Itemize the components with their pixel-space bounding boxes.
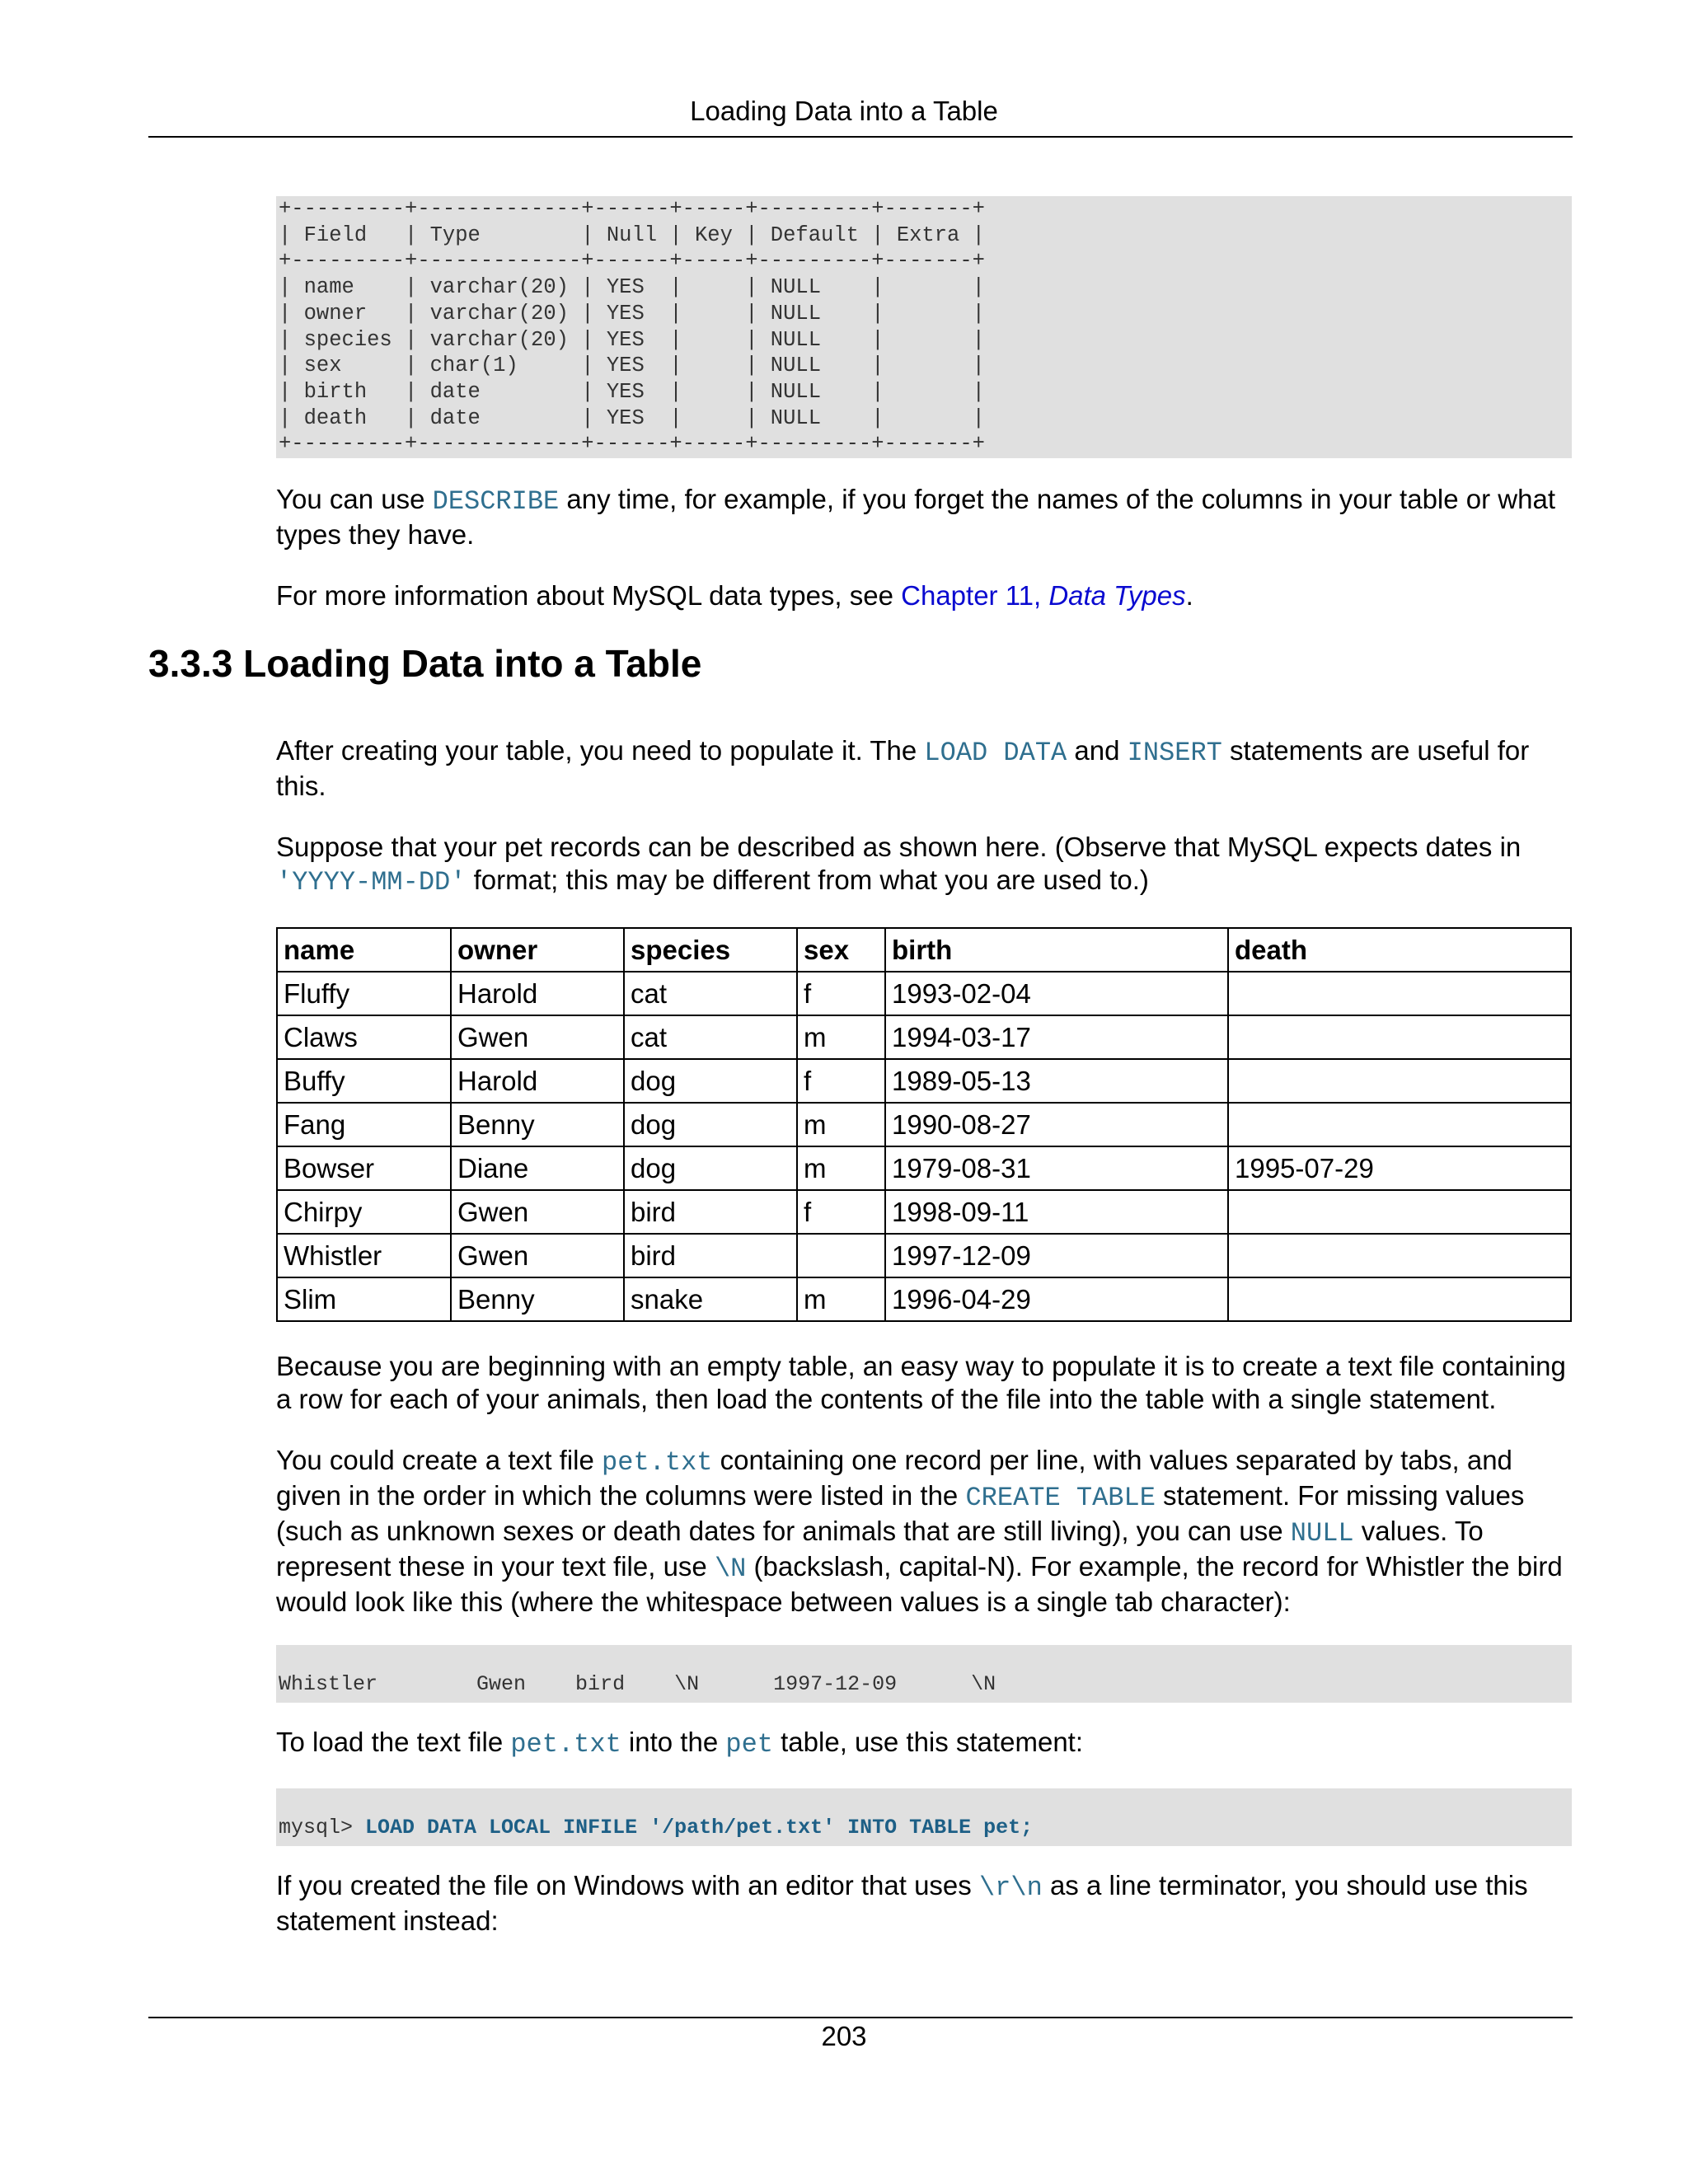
table-cell: bird	[624, 1190, 797, 1234]
load-data-statement-block	[276, 1788, 1572, 1846]
column-header: species	[624, 928, 797, 972]
table-cell: m	[797, 1103, 885, 1146]
running-header: Loading Data into a Table	[690, 96, 998, 126]
table-cell: Fang	[277, 1103, 451, 1146]
table-row	[277, 1146, 1571, 1190]
paragraph-load-file: To load the text file pet.txt into the pet table, use this statement:	[276, 1727, 1084, 1760]
pet-records-table	[276, 927, 1572, 1322]
table-row	[277, 1059, 1571, 1103]
table-cell: snake	[624, 1277, 797, 1321]
table-cell: Slim	[277, 1277, 451, 1321]
table-cell: cat	[624, 1015, 797, 1059]
table-cell: m	[797, 1277, 885, 1321]
inline-code-pet: pet	[725, 1729, 773, 1760]
table-cell: f	[797, 1059, 885, 1103]
inline-code-load-data: LOAD DATA	[924, 738, 1067, 768]
inline-code-null: NULL	[1290, 1518, 1354, 1549]
table-row	[277, 1234, 1571, 1277]
inline-code-date-format: 'YYYY-MM-DD'	[276, 867, 467, 898]
paragraph-describe: You can use DESCRIBE any time, for example, if you forget the names of the columns in your table or what types they have.	[276, 484, 1556, 550]
table-cell: m	[797, 1015, 885, 1059]
table-cell	[1228, 1015, 1571, 1059]
whistler-record-block: Whistler Gwen bird \N 1997-12-09 \N	[276, 1645, 1572, 1703]
inline-code-pet-txt: pet.txt	[510, 1729, 621, 1760]
table-cell: cat	[624, 972, 797, 1015]
table-cell: 1996-04-29	[885, 1277, 1228, 1321]
column-header: name	[277, 928, 451, 972]
mysql-prompt: mysql>	[279, 1816, 366, 1840]
paragraph-text-file: You could create a text file pet.txt containing one record per line, with values separated by tabs, and given in the order in which the columns were listed in the CREATE TABLE statement. For missing values (such as unknown sexes or death dates for animals that are still living), you can use NULL values. To represent these in your text file, use \N (backslash, capital-N). For example, the record for Whistler the bird would look like this (where the whitespace between values is a single tab character):	[276, 1445, 1563, 1617]
inline-code-backslash-n: \N	[714, 1554, 747, 1584]
table-cell: dog	[624, 1146, 797, 1190]
table-cell: 1979-08-31	[885, 1146, 1228, 1190]
table-cell	[1228, 972, 1571, 1015]
header-rule	[148, 136, 1573, 138]
table-row	[277, 1277, 1571, 1321]
table-cell	[1228, 1234, 1571, 1277]
column-header: owner	[451, 928, 624, 972]
table-cell: Bowser	[277, 1146, 451, 1190]
table-cell: Benny	[451, 1103, 624, 1146]
table-cell: 1990-08-27	[885, 1103, 1228, 1146]
column-header: sex	[797, 928, 885, 972]
inline-code-create-table: CREATE TABLE	[965, 1483, 1156, 1513]
table-cell	[1228, 1103, 1571, 1146]
table-cell: 1993-02-04	[885, 972, 1228, 1015]
paragraph-more-info: For more information about MySQL data types, see Chapter 11, Data Types.	[276, 580, 1193, 611]
table-cell: Whistler	[277, 1234, 451, 1277]
table-cell: Harold	[451, 972, 624, 1015]
table-cell: f	[797, 972, 885, 1015]
table-row	[277, 972, 1571, 1015]
table-cell: Gwen	[451, 1190, 624, 1234]
paragraph-empty-table: Because you are beginning with an empty table, an easy way to populate it is to create a text file containing a row for each of your animals, then load the contents of the file into the table with a single statement.	[276, 1351, 1566, 1414]
table-cell: 1994-03-17	[885, 1015, 1228, 1059]
section-heading: 3.3.3 Loading Data into a Table	[148, 642, 702, 685]
footer-rule	[148, 2017, 1573, 2018]
inline-code-pet-txt: pet.txt	[602, 1447, 713, 1478]
paragraph-records: Suppose that your pet records can be described as shown here. (Observe that MySQL expects dates in 'YYYY-MM-DD' format; this may be different from what you are used to.)	[276, 832, 1522, 898]
table-cell: Chirpy	[277, 1190, 451, 1234]
table-cell: 1995-07-29	[1228, 1146, 1571, 1190]
paragraph-populate: After creating your table, you need to populate it. The LOAD DATA and INSERT statements are useful for this.	[276, 735, 1530, 801]
table-cell: Fluffy	[277, 972, 451, 1015]
table-cell: 1998-09-11	[885, 1190, 1228, 1234]
table-header-row	[277, 928, 1571, 972]
table-cell: Gwen	[451, 1015, 624, 1059]
table-cell: Buffy	[277, 1059, 451, 1103]
table-cell: 1997-12-09	[885, 1234, 1228, 1277]
table-cell: 1989-05-13	[885, 1059, 1228, 1103]
table-row	[277, 1190, 1571, 1234]
table-cell: f	[797, 1190, 885, 1234]
table-cell: Claws	[277, 1015, 451, 1059]
table-cell: Diane	[451, 1146, 624, 1190]
table-cell: dog	[624, 1059, 797, 1103]
table-cell: dog	[624, 1103, 797, 1146]
load-data-sql: LOAD DATA LOCAL INFILE '/path/pet.txt' INTO TABLE pet;	[365, 1816, 1034, 1840]
table-cell	[797, 1234, 885, 1277]
table-cell	[1228, 1059, 1571, 1103]
column-header: death	[1228, 928, 1571, 972]
table-row	[277, 1103, 1571, 1146]
table-cell	[1228, 1277, 1571, 1321]
inline-code-insert: INSERT	[1127, 738, 1222, 768]
table-cell: Gwen	[451, 1234, 624, 1277]
table-cell: Harold	[451, 1059, 624, 1103]
describe-output-block: +---------+-------------+------+-----+---------+-------+ | Field | Type | Null | Key | Default | Extra | +---------+-------------+------+-----+---------+-------+ | name | varchar(20) | YES | | NULL | | | owner | varchar(20) | YES | | NULL | | | species | varchar(20) | YES | | NULL | | | sex | char(1) | YES | | NULL | | | birth | date | YES | | NULL | | | death | date | YES | | NULL | | +---------+-------------+------+-----+---------+-------+	[276, 196, 1572, 458]
inline-code-describe: DESCRIBE	[432, 486, 560, 517]
inline-code-crlf: \r\n	[978, 1872, 1043, 1903]
page-number: 203	[821, 2021, 867, 2051]
table-cell: bird	[624, 1234, 797, 1277]
chapter-11-link[interactable]: Chapter 11, Data Types	[901, 580, 1186, 611]
table-cell: Benny	[451, 1277, 624, 1321]
column-header: birth	[885, 928, 1228, 972]
table-cell: m	[797, 1146, 885, 1190]
paragraph-windows: If you created the file on Windows with an editor that uses \r\n as a line terminator, you should use this statement instead:	[276, 1870, 1528, 1936]
table-row	[277, 1015, 1571, 1059]
table-cell	[1228, 1190, 1571, 1234]
page-content	[276, 196, 1572, 1938]
